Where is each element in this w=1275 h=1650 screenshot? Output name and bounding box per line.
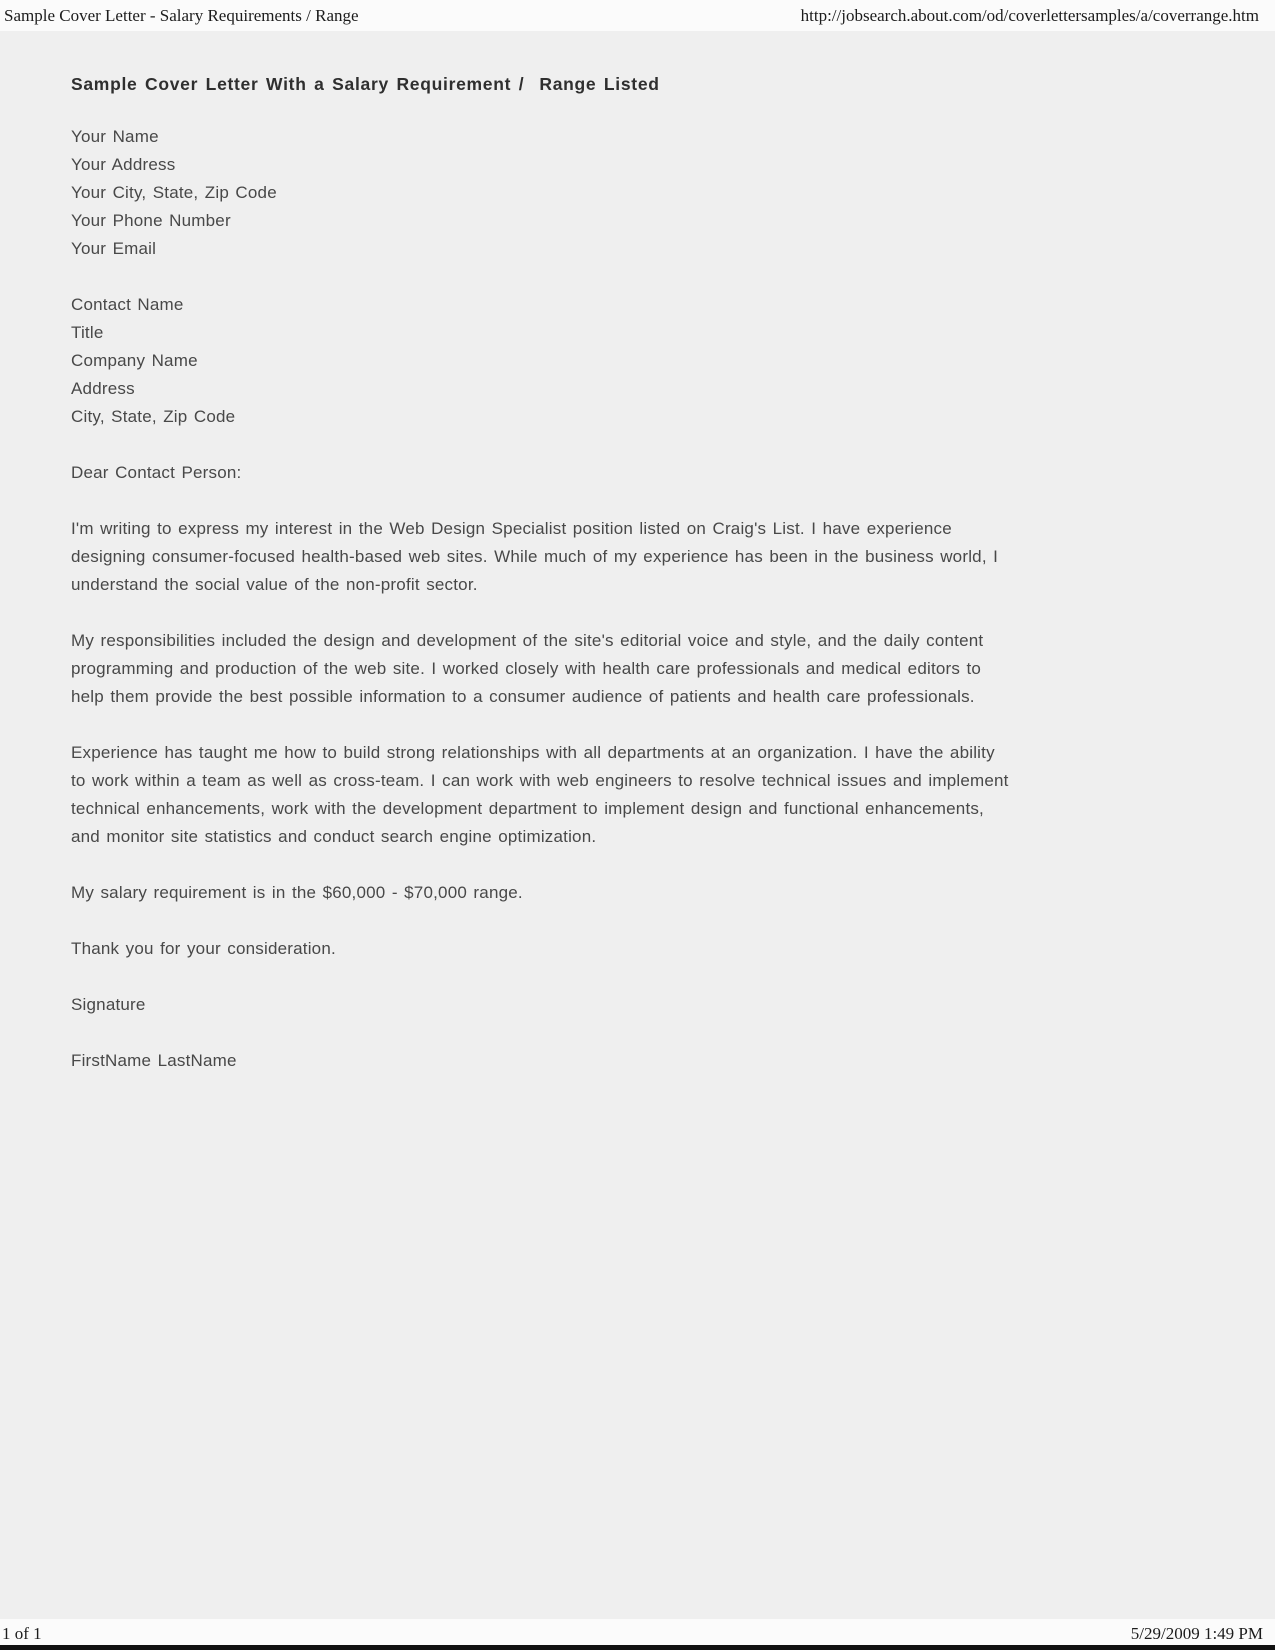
- paragraph-line: to work within a team as well as cross-team. I can work with web engineers to resolve technical issues and implement: [71, 771, 1009, 790]
- recipient-address: Address: [71, 379, 135, 398]
- salutation-line: Dear Contact Person:: [71, 463, 242, 482]
- paragraph-line: programming and production of the web site. I worked closely with health care professionals and medical editors to: [71, 659, 982, 678]
- print-header: [0, 0, 1275, 31]
- salutation: [71, 459, 1215, 487]
- thanks: [71, 935, 1215, 963]
- paragraph-line: My responsibilities included the design and development of the site's editorial voice and style, and the daily content: [71, 631, 984, 650]
- letter-document: [71, 74, 1215, 1103]
- paragraph-intro: [71, 515, 1215, 599]
- signature-name-block: [71, 1047, 1215, 1075]
- sender-city-state-zip: Your City, State, Zip Code: [71, 183, 277, 202]
- paragraph-responsibilities: [71, 627, 1215, 711]
- recipient-contact-name: Contact Name: [71, 295, 184, 314]
- print-timestamp: 5/29/2009 1:49 PM: [1130, 1624, 1263, 1643]
- letter-title: Sample Cover Letter With a Salary Requirement / Range Listed: [71, 74, 660, 94]
- signature-label: Signature: [71, 995, 146, 1014]
- print-header-url: http://jobsearch.about.com/od/coverlettersamples/a/coverrange.htm: [800, 6, 1259, 25]
- recipient-city-state-zip: City, State, Zip Code: [71, 407, 236, 426]
- sender-address: Your Address: [71, 155, 176, 174]
- paragraph-line: understand the social value of the non-profit sector.: [71, 575, 478, 594]
- sender-email: Your Email: [71, 239, 157, 258]
- paragraph-line: Experience has taught me how to build strong relationships with all departments at an organization. I have the ability: [71, 743, 995, 762]
- salary-line: My salary requirement is in the $60,000 - $70,000 range.: [71, 883, 523, 902]
- signature-label-block: [71, 991, 1215, 1019]
- paragraph-line: designing consumer-focused health-based web sites. While much of my experience has been in the business world, I: [71, 547, 999, 566]
- recipient-company: Company Name: [71, 351, 198, 370]
- page-number: 1 of 1: [2, 1624, 42, 1643]
- print-header-title: Sample Cover Letter - Salary Requirements / Range: [4, 6, 359, 25]
- print-footer: [0, 1619, 1275, 1645]
- recipient-title: Title: [71, 323, 104, 342]
- signature-name: FirstName LastName: [71, 1051, 237, 1070]
- paragraph-experience: [71, 739, 1215, 851]
- salary-requirement: [71, 879, 1215, 907]
- recipient-block: [71, 291, 1215, 431]
- paragraph-line: help them provide the best possible information to a consumer audience of patients and health care professionals.: [71, 687, 975, 706]
- bottom-bar: [0, 1645, 1275, 1650]
- sender-phone: Your Phone Number: [71, 211, 231, 230]
- sender-name: Your Name: [71, 127, 159, 146]
- paragraph-line: technical enhancements, work with the development department to implement design and functional enhancements,: [71, 799, 984, 818]
- paragraph-line: I'm writing to express my interest in the Web Design Specialist position listed on Craig's List. I have experience: [71, 519, 952, 538]
- paragraph-line: and monitor site statistics and conduct search engine optimization.: [71, 827, 597, 846]
- thanks-line: Thank you for your consideration.: [71, 939, 336, 958]
- sender-block: [71, 123, 1215, 263]
